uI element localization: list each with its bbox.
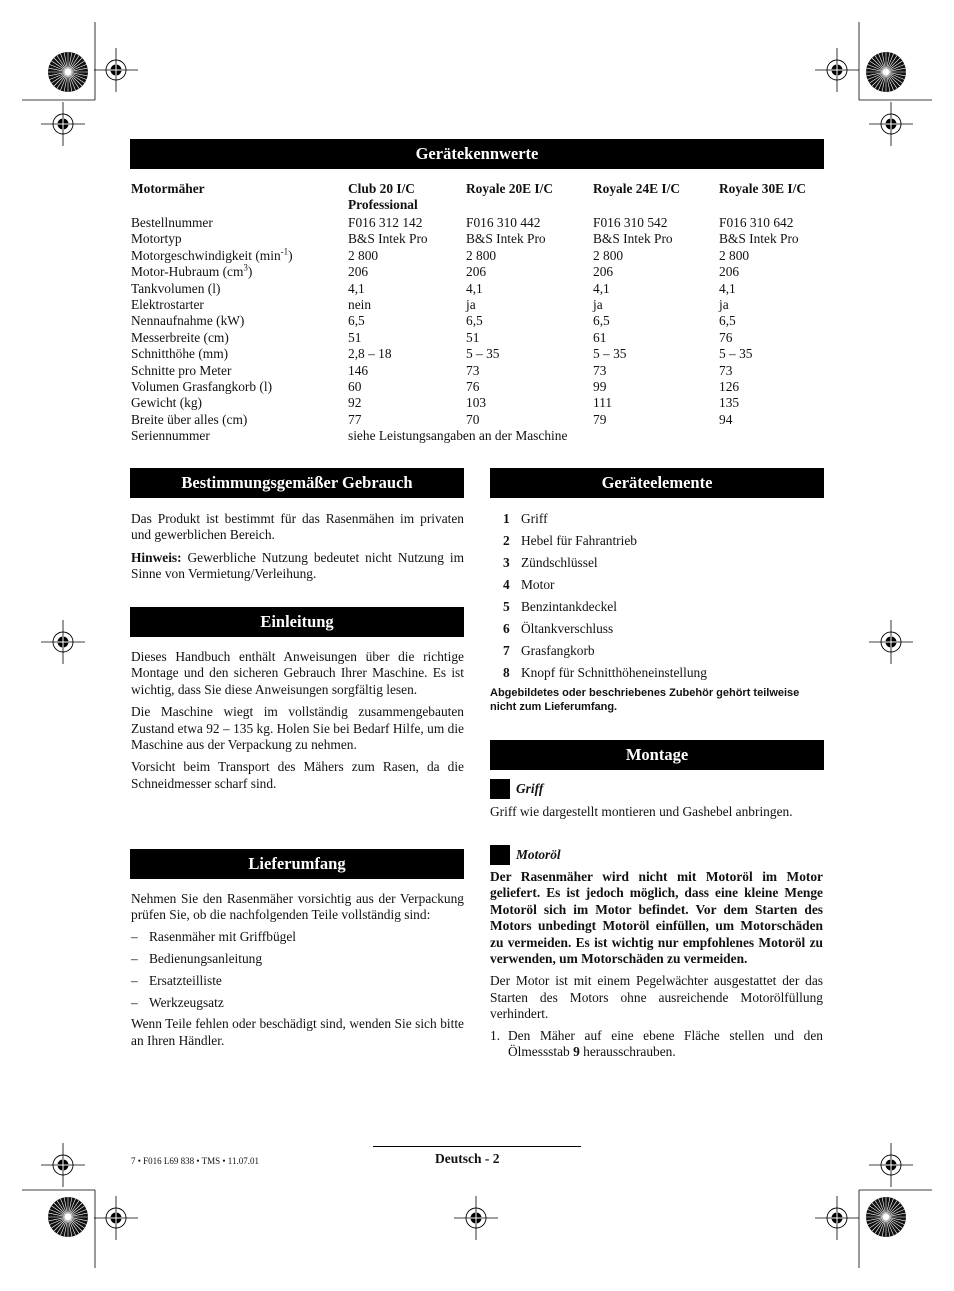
list-item: – Werkzeugsatz <box>131 995 464 1011</box>
part-label: Griff <box>521 511 548 526</box>
footer-rule <box>373 1146 581 1147</box>
oel-title: Motoröl <box>516 847 561 862</box>
step-number: 1. <box>490 1027 501 1043</box>
table-row <box>131 379 829 395</box>
table-cell: 76 <box>719 329 733 345</box>
table-cell: 61 <box>593 329 607 345</box>
part-label: Benzintankdeckel <box>521 599 617 614</box>
table-row <box>131 330 829 346</box>
part-number: 6 <box>503 621 510 636</box>
table-cell: 2 800 <box>466 247 497 263</box>
table-cell: 2 800 <box>348 247 379 263</box>
table-cell: F016 312 142 <box>348 215 423 230</box>
table-cell: 5 – 35 <box>466 346 500 362</box>
table-cell: 51 <box>348 329 362 345</box>
list-item <box>491 621 824 643</box>
table-cell: 73 <box>466 362 480 378</box>
list-item <box>491 643 824 665</box>
table-cell: 73 <box>719 362 733 378</box>
griff-text: Griff wie dargestellt montieren und Gashebel anbringen. <box>490 804 793 819</box>
col-header: Royale 30E I/C <box>719 181 807 196</box>
spec-rows <box>131 215 829 428</box>
bestimmung-body <box>131 511 464 583</box>
table-cell: 73 <box>593 362 607 378</box>
part-number: 1 <box>503 511 510 526</box>
subsection-griff <box>490 779 543 799</box>
step-text <box>508 1028 823 1061</box>
row-label: Elektrostarter <box>131 297 204 313</box>
einleitung-p1: Dieses Handbuch enthält Anweisungen über die richtige Montage und den sicheren Gebrauch Ihrer Maschine. Es ist wichtig, dass Sie diese Anweisungen sorgfältig lesen. <box>131 649 464 697</box>
table-cell: F016 310 542 <box>593 215 668 230</box>
list-item <box>491 533 824 555</box>
table-cell: ja <box>466 297 476 313</box>
black-square-icon <box>490 779 510 799</box>
oel-warning: Der Rasenmäher wird nicht mit Motoröl im Motor geliefert. Es ist jedoch möglich, dass eine kleine Menge Motoröl sich im Motor befindet. Vor dem Starten des Motors unbedingt Motoröl einfüllen, um Motorschäden zu vermeiden. Es ist wichtig nur empfohlenes Motoröl zu verwenden, um Motorschäden zu vermeiden. <box>490 869 823 967</box>
lieferumfang-list <box>131 929 464 1011</box>
table-cell: 126 <box>719 379 740 395</box>
list-item: – Rasenmäher mit Griffbügel <box>131 929 464 945</box>
table-cell: 6,5 <box>593 313 610 329</box>
row-label: Bestellnummer <box>131 215 213 230</box>
table-cell: 5 – 35 <box>719 346 753 362</box>
table-row <box>131 264 829 280</box>
row-label: Gewicht (kg) <box>131 395 203 411</box>
oel-body <box>490 869 823 1060</box>
table-cell: 2,8 – 18 <box>348 346 392 362</box>
table-cell: 5 – 35 <box>593 346 627 362</box>
row-label: Messerbreite (cm) <box>131 329 229 345</box>
table-cell: 76 <box>466 379 480 395</box>
step-text-a: Den Mäher auf eine ebene Fläche stellen und den Ölmessstab <box>508 1027 823 1060</box>
table-row <box>131 412 829 428</box>
row-label: Volumen Grasfangkorb (l) <box>131 379 273 395</box>
row-label: Schnitte pro Meter <box>131 362 232 378</box>
table-cell: ja <box>593 297 603 313</box>
table-cell: 103 <box>466 395 487 411</box>
table-cell: 4,1 <box>348 280 365 296</box>
table-cell: 4,1 <box>719 280 736 296</box>
row-label: Nennaufnahme (kW) <box>131 313 245 329</box>
table-cell: 2 800 <box>593 247 624 263</box>
table-cell: B&S Intek Pro <box>466 231 546 247</box>
list-item: – Ersatzteilliste <box>131 973 464 989</box>
section-title-montage: Montage <box>490 740 824 770</box>
list-item <box>491 599 824 621</box>
table-cell: 60 <box>348 379 362 395</box>
footer-code: 7 • F016 L69 838 • TMS • 11.07.01 <box>131 1156 259 1166</box>
part-number: 5 <box>503 599 510 614</box>
spec-title: Gerätekennwerte <box>130 139 824 169</box>
table-cell: 6,5 <box>466 313 483 329</box>
black-square-icon <box>490 845 510 865</box>
row-label: Tankvolumen (l) <box>131 280 221 296</box>
part-label: Motor <box>521 577 555 592</box>
table-cell: B&S Intek Pro <box>719 231 799 247</box>
row-label: Motor-Hubraum $(cm^3)$ <box>131 262 253 280</box>
table-row <box>131 281 829 297</box>
list-item <box>491 665 824 687</box>
table-cell: 94 <box>719 411 733 427</box>
spec-table <box>131 181 829 445</box>
table-row <box>131 346 829 362</box>
row-label: Motortyp <box>131 231 182 247</box>
table-cell: F016 310 642 <box>719 215 794 230</box>
col-header: Royale 24E I/C <box>593 181 681 196</box>
serial-label: Seriennummer <box>131 428 210 444</box>
table-cell: 111 <box>593 395 613 411</box>
table-row <box>131 395 829 411</box>
step-text-b: herausschrauben. <box>579 1044 676 1060</box>
serial-value: siehe Leistungsangaben an der Maschine <box>348 428 568 444</box>
table-cell: 206 <box>466 264 487 280</box>
part-label: Hebel für Fahrantrieb <box>521 533 638 548</box>
col-header: Club 20 I/C Professional <box>348 181 418 213</box>
table-cell: 79 <box>593 411 607 427</box>
table-cell: 70 <box>466 411 480 427</box>
table-cell: 4,1 <box>466 280 483 296</box>
lieferumfang-body <box>131 891 464 1049</box>
lieferumfang-p2: Wenn Teile fehlen oder beschädigt sind, wenden Sie sich bitte an Ihren Händler. <box>131 1016 464 1048</box>
list-item: – Bedienungsanleitung <box>131 951 464 967</box>
table-cell: ja <box>719 297 729 313</box>
table-row <box>131 428 829 444</box>
table-row <box>131 231 829 247</box>
hint-paragraph <box>131 550 464 583</box>
table-cell: 51 <box>466 329 480 345</box>
step-ref: 9 <box>573 1044 580 1060</box>
part-number: 8 <box>503 665 510 680</box>
table-cell: 4,1 <box>593 280 610 296</box>
subsection-motoroel <box>490 845 561 865</box>
einleitung-p2: Die Maschine wiegt im vollständig zusammengebauten Zustand etwa 92 – 135 kg. Holen Sie bei Bedarf Hilfe, um die Maschine aus der Verpackung zu nehmen. <box>131 704 464 753</box>
hint-text: Gewerbliche Nutzung bedeutet nicht Nutzung im Sinne von Vermietung/Verleihung. <box>131 549 464 582</box>
table-cell: 206 <box>348 264 369 280</box>
part-number: 2 <box>503 533 510 548</box>
table-cell: 77 <box>348 411 362 427</box>
hint-label: Hinweis: <box>131 549 182 565</box>
griff-title: Griff <box>516 781 544 796</box>
list-item <box>491 577 824 599</box>
row-label: Motorgeschwindigkeit $(\min^{-1})$ <box>131 246 293 263</box>
page-number: Deutsch - 2 <box>435 1151 500 1166</box>
table-cell: nein <box>348 297 372 313</box>
step-item <box>490 1028 823 1061</box>
table-cell: 99 <box>593 379 607 395</box>
accessory-note: Abgebildetes oder beschriebenes Zubehör gehört teilweise nicht zum Lieferumfang. <box>490 687 800 713</box>
row-label: Schnitthöhe (mm) <box>131 346 229 362</box>
einleitung-body <box>131 649 464 792</box>
einleitung-p3: Vorsicht beim Transport des Mähers zum Rasen, da die Schneidmesser scharf sind. <box>131 759 464 791</box>
table-cell: 6,5 <box>348 313 365 329</box>
table-cell: 146 <box>348 362 369 378</box>
parts-list <box>491 511 824 687</box>
table-cell: 206 <box>719 264 740 280</box>
table-cell: 135 <box>719 395 740 411</box>
col-header: Royale 20E I/C <box>466 181 554 196</box>
bestimmung-text: Das Produkt ist bestimmt für das Rasenmähen im privaten und gewerblichen Bereich. <box>131 511 464 543</box>
section-title-elemente: Geräteelemente <box>490 468 824 498</box>
section-title-bestimmung: Bestimmungsgemäßer Gebrauch <box>130 468 464 498</box>
part-label: Grasfangkorb <box>521 643 595 658</box>
part-number: 3 <box>503 555 510 570</box>
table-cell: 92 <box>348 395 362 411</box>
part-label: Öltankverschluss <box>521 621 614 636</box>
col-header: Motormäher <box>131 181 205 196</box>
section-title-lieferumfang: Lieferumfang <box>130 849 464 879</box>
list-item <box>491 555 824 577</box>
part-number: 7 <box>503 643 510 658</box>
table-row <box>131 313 829 329</box>
table-row <box>131 363 829 379</box>
table-cell: B&S Intek Pro <box>348 231 428 247</box>
table-row <box>131 248 829 264</box>
table-cell: B&S Intek Pro <box>593 231 673 247</box>
row-label: Breite über alles (cm) <box>131 411 248 427</box>
part-label: Knopf für Schnitthöheneinstellung <box>521 665 707 680</box>
table-cell: 206 <box>593 264 614 280</box>
part-label: Zündschlüssel <box>521 555 598 570</box>
list-item <box>491 511 824 533</box>
table-row <box>131 215 829 231</box>
table-row <box>131 297 829 313</box>
oel-text: Der Motor ist mit einem Pegelwächter ausgestattet der das Starten des Motors ohne ausreichende Motorölfüllung verhindert. <box>490 973 823 1022</box>
table-cell: 2 800 <box>719 247 750 263</box>
table-cell: F016 310 442 <box>466 215 541 230</box>
lieferumfang-p1: Nehmen Sie den Rasenmäher vorsichtig aus der Verpackung prüfen Sie, ob die nachfolgenden Teile vollständig sind: <box>131 891 464 923</box>
table-cell: 6,5 <box>719 313 736 329</box>
section-title-einleitung: Einleitung <box>130 607 464 637</box>
part-number: 4 <box>503 577 510 592</box>
